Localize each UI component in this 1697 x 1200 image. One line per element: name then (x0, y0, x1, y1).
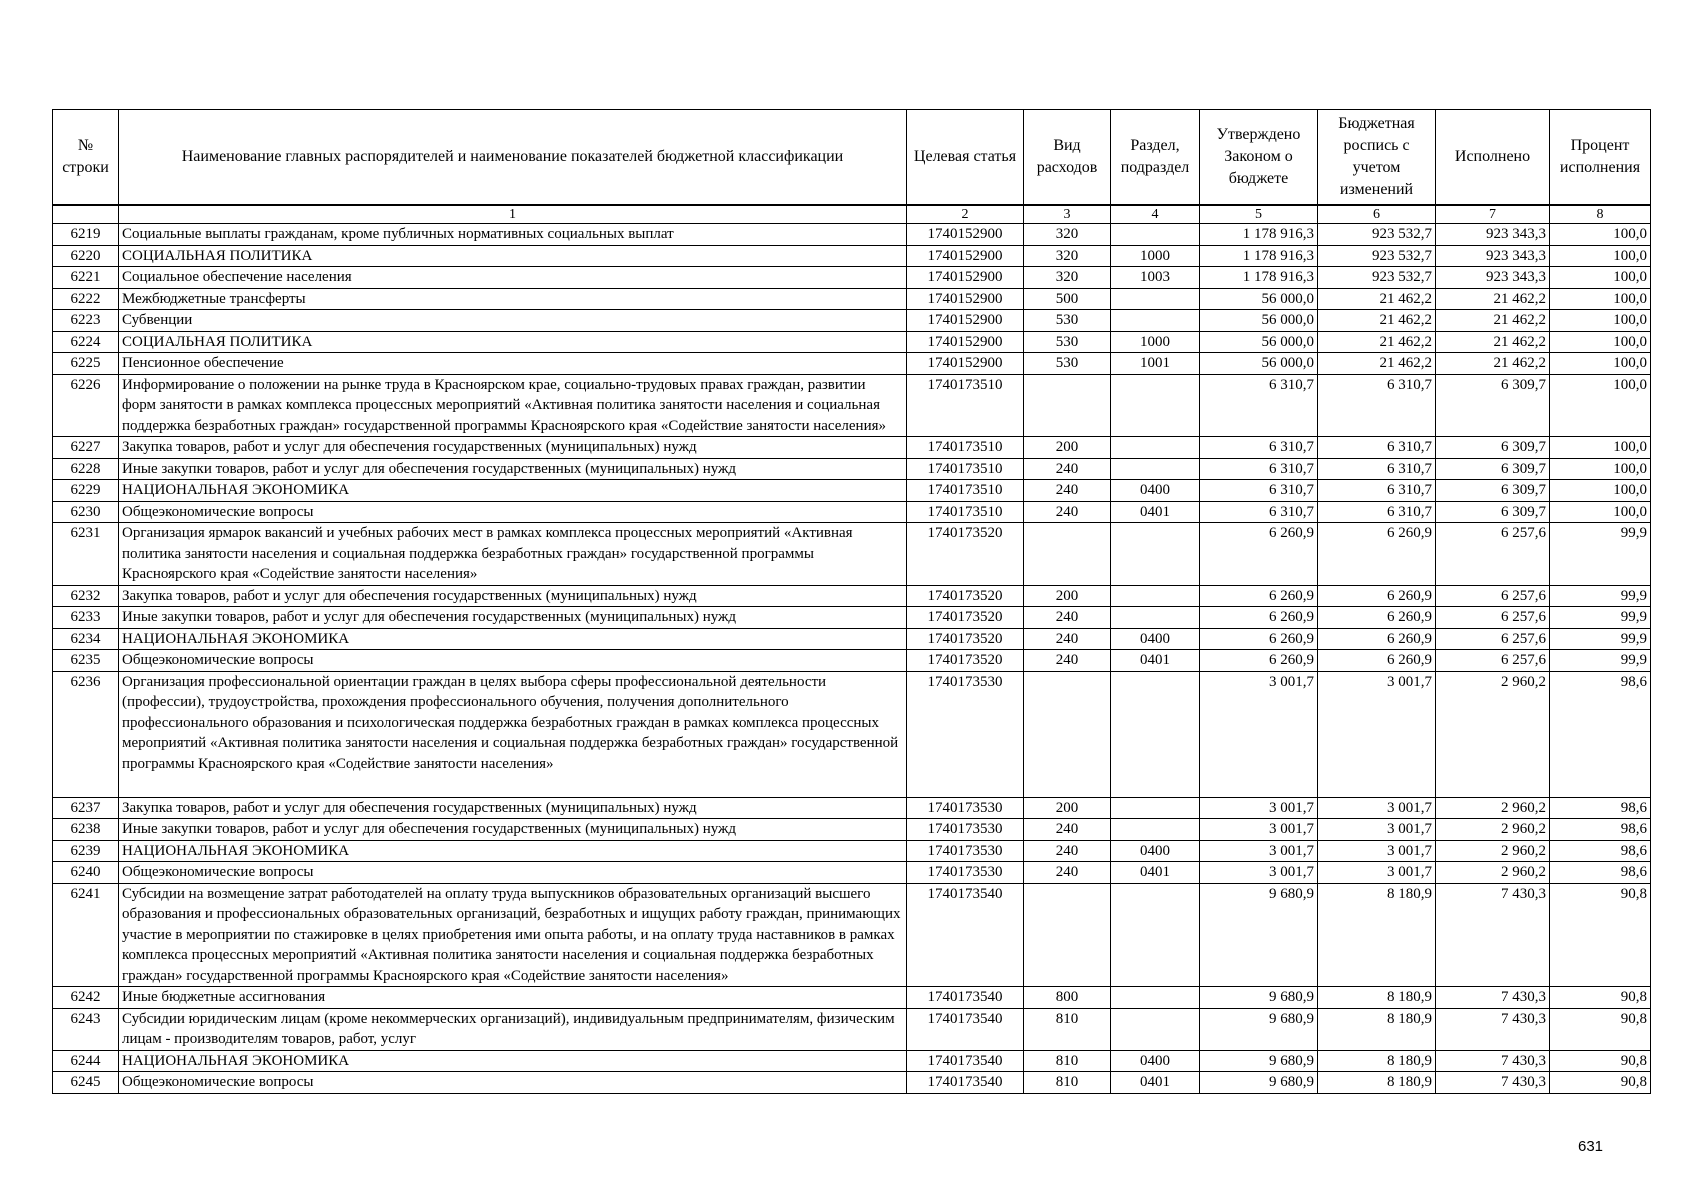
executed-cell: 7 430,3 (1436, 883, 1550, 987)
percent-cell: 100,0 (1550, 458, 1651, 480)
section-cell (1111, 458, 1200, 480)
executed-cell: 923 343,3 (1436, 224, 1550, 246)
row-number-cell: 6228 (53, 458, 119, 480)
approved-cell: 6 310,7 (1200, 374, 1318, 437)
name-cell: Иные бюджетные ассигнования (119, 987, 907, 1009)
purpose-code-cell: 1740173520 (907, 628, 1024, 650)
purpose-code-cell: 1740173520 (907, 523, 1024, 586)
row-number-cell: 6221 (53, 267, 119, 289)
executed-cell: 6 257,6 (1436, 585, 1550, 607)
name-cell: Субвенции (119, 310, 907, 332)
table-row (53, 671, 1651, 797)
row-number-cell: 6233 (53, 607, 119, 629)
purpose-code-cell: 1740173530 (907, 840, 1024, 862)
budget-schedule-cell: 8 180,9 (1318, 883, 1436, 987)
expense-type-cell: 240 (1024, 650, 1111, 672)
approved-cell: 3 001,7 (1200, 671, 1318, 797)
expense-type-cell: 240 (1024, 501, 1111, 523)
percent-cell: 99,9 (1550, 650, 1651, 672)
column-number: 6 (1318, 205, 1436, 224)
section-cell: 0400 (1111, 1050, 1200, 1072)
section-cell (1111, 437, 1200, 459)
name-cell: Субсидии юридическим лицам (кроме некоммерческих организаций), индивидуальным предпринимателям, физическим лицам - производителям товаров, работ, услуг (119, 1008, 907, 1050)
header-budget-schedule: Бюджетная роспись с учетом изменений (1318, 110, 1436, 206)
name-cell: Общеэкономические вопросы (119, 1072, 907, 1094)
budget-schedule-cell: 8 180,9 (1318, 1008, 1436, 1050)
percent-cell: 98,6 (1550, 819, 1651, 841)
executed-cell: 7 430,3 (1436, 1050, 1550, 1072)
section-cell: 0400 (1111, 840, 1200, 862)
approved-cell: 6 310,7 (1200, 480, 1318, 502)
table-row (53, 374, 1651, 437)
expense-type-cell (1024, 671, 1111, 797)
budget-schedule-cell: 3 001,7 (1318, 862, 1436, 884)
executed-cell: 6 309,7 (1436, 480, 1550, 502)
executed-cell: 923 343,3 (1436, 267, 1550, 289)
row-number-cell: 6229 (53, 480, 119, 502)
expense-type-cell: 810 (1024, 1050, 1111, 1072)
expense-type-cell: 200 (1024, 797, 1111, 819)
column-number-row (53, 205, 1651, 224)
executed-cell: 21 462,2 (1436, 353, 1550, 375)
table-row (53, 245, 1651, 267)
name-cell: НАЦИОНАЛЬНАЯ ЭКОНОМИКА (119, 628, 907, 650)
purpose-code-cell: 1740173540 (907, 1050, 1024, 1072)
table-row (53, 331, 1651, 353)
expense-type-cell: 240 (1024, 458, 1111, 480)
section-cell: 0401 (1111, 1072, 1200, 1094)
budget-schedule-cell: 6 260,9 (1318, 628, 1436, 650)
percent-cell: 90,8 (1550, 1008, 1651, 1050)
budget-schedule-cell: 6 310,7 (1318, 458, 1436, 480)
column-number: 1 (119, 205, 907, 224)
approved-cell: 6 260,9 (1200, 585, 1318, 607)
executed-cell: 2 960,2 (1436, 671, 1550, 797)
section-cell: 0401 (1111, 862, 1200, 884)
section-cell: 1001 (1111, 353, 1200, 375)
row-number-cell: 6223 (53, 310, 119, 332)
section-cell (1111, 374, 1200, 437)
percent-cell: 100,0 (1550, 224, 1651, 246)
expense-type-cell: 530 (1024, 331, 1111, 353)
approved-cell: 3 001,7 (1200, 840, 1318, 862)
percent-cell: 100,0 (1550, 374, 1651, 437)
executed-cell: 6 257,6 (1436, 628, 1550, 650)
percent-cell: 100,0 (1550, 288, 1651, 310)
approved-cell: 9 680,9 (1200, 1008, 1318, 1050)
executed-cell: 7 430,3 (1436, 1072, 1550, 1094)
executed-cell: 2 960,2 (1436, 797, 1550, 819)
table-row (53, 501, 1651, 523)
row-number-cell: 6244 (53, 1050, 119, 1072)
expense-type-cell: 800 (1024, 987, 1111, 1009)
row-number-cell: 6240 (53, 862, 119, 884)
expense-type-cell: 530 (1024, 353, 1111, 375)
table-row (53, 819, 1651, 841)
purpose-code-cell: 1740152900 (907, 288, 1024, 310)
approved-cell: 56 000,0 (1200, 331, 1318, 353)
percent-cell: 99,9 (1550, 628, 1651, 650)
percent-cell: 100,0 (1550, 437, 1651, 459)
expense-type-cell (1024, 523, 1111, 586)
name-cell: НАЦИОНАЛЬНАЯ ЭКОНОМИКА (119, 840, 907, 862)
row-number-cell: 6231 (53, 523, 119, 586)
row-number-cell: 6239 (53, 840, 119, 862)
expense-type-cell: 200 (1024, 437, 1111, 459)
approved-cell: 6 310,7 (1200, 501, 1318, 523)
percent-cell: 98,6 (1550, 862, 1651, 884)
name-cell: Организация профессиональной ориентации граждан в целях выбора сферы профессиональной деятельности (профессии), трудоустройства, прохождения профессионального обучения, получения дополнительного профессионального образования и психологическая поддержка безработных граждан в рамках комплекса процессных мероприятий «Активная политика занятости населения и социальная поддержка безработных граждан» государственной программы Красноярского края «Содействие занятости населения» (119, 671, 907, 797)
column-number: 8 (1550, 205, 1651, 224)
header-percent: Процент исполнения (1550, 110, 1651, 206)
header-expense-type: Вид расходов (1024, 110, 1111, 206)
expense-type-cell: 320 (1024, 224, 1111, 246)
percent-cell: 100,0 (1550, 310, 1651, 332)
approved-cell: 56 000,0 (1200, 310, 1318, 332)
executed-cell: 2 960,2 (1436, 819, 1550, 841)
section-cell (1111, 310, 1200, 332)
approved-cell: 1 178 916,3 (1200, 245, 1318, 267)
budget-execution-table (52, 109, 1651, 1094)
executed-cell: 6 309,7 (1436, 437, 1550, 459)
percent-cell: 90,8 (1550, 1072, 1651, 1094)
purpose-code-cell: 1740152900 (907, 353, 1024, 375)
expense-type-cell: 240 (1024, 628, 1111, 650)
row-number-cell: 6226 (53, 374, 119, 437)
budget-schedule-cell: 923 532,7 (1318, 224, 1436, 246)
executed-cell: 21 462,2 (1436, 310, 1550, 332)
purpose-code-cell: 1740173510 (907, 458, 1024, 480)
column-number: 7 (1436, 205, 1550, 224)
name-cell: Закупка товаров, работ и услуг для обеспечения государственных (муниципальных) нужд (119, 437, 907, 459)
approved-cell: 9 680,9 (1200, 883, 1318, 987)
budget-schedule-cell: 3 001,7 (1318, 797, 1436, 819)
purpose-code-cell: 1740173530 (907, 862, 1024, 884)
executed-cell: 21 462,2 (1436, 331, 1550, 353)
executed-cell: 6 309,7 (1436, 458, 1550, 480)
approved-cell: 6 260,9 (1200, 607, 1318, 629)
purpose-code-cell: 1740173540 (907, 1072, 1024, 1094)
executed-cell: 6 309,7 (1436, 374, 1550, 437)
purpose-code-cell: 1740173510 (907, 437, 1024, 459)
approved-cell: 9 680,9 (1200, 1050, 1318, 1072)
purpose-code-cell: 1740152900 (907, 331, 1024, 353)
budget-schedule-cell: 6 260,9 (1318, 523, 1436, 586)
purpose-code-cell: 1740173540 (907, 987, 1024, 1009)
budget-schedule-cell: 6 310,7 (1318, 480, 1436, 502)
page-number: 631 (1578, 1138, 1604, 1155)
name-cell: Информирование о положении на рынке труда в Красноярском крае, социально-трудовых правах граждан, развитии форм занятости в рамках комплекса процессных мероприятий «Активная политика занятости населения и социальная поддержка безработных граждан» государственной программы Красноярского края «Содействие занятости населения» (119, 374, 907, 437)
budget-schedule-cell: 3 001,7 (1318, 671, 1436, 797)
approved-cell: 6 310,7 (1200, 437, 1318, 459)
row-number-cell: 6219 (53, 224, 119, 246)
budget-schedule-cell: 8 180,9 (1318, 1072, 1436, 1094)
percent-cell: 100,0 (1550, 267, 1651, 289)
column-number: 2 (907, 205, 1024, 224)
name-cell: СОЦИАЛЬНАЯ ПОЛИТИКА (119, 245, 907, 267)
executed-cell: 923 343,3 (1436, 245, 1550, 267)
purpose-code-cell: 1740173520 (907, 650, 1024, 672)
section-cell (1111, 819, 1200, 841)
table-row (53, 1008, 1651, 1050)
budget-schedule-cell: 8 180,9 (1318, 1050, 1436, 1072)
expense-type-cell: 810 (1024, 1072, 1111, 1094)
name-cell: Межбюджетные трансферты (119, 288, 907, 310)
budget-schedule-cell: 21 462,2 (1318, 310, 1436, 332)
purpose-code-cell: 1740173510 (907, 480, 1024, 502)
approved-cell: 9 680,9 (1200, 1072, 1318, 1094)
percent-cell: 99,9 (1550, 523, 1651, 586)
table-row (53, 480, 1651, 502)
row-number-cell: 6222 (53, 288, 119, 310)
table-row (53, 585, 1651, 607)
expense-type-cell: 530 (1024, 310, 1111, 332)
purpose-code-cell: 1740173510 (907, 374, 1024, 437)
row-number-cell: 6237 (53, 797, 119, 819)
budget-schedule-cell: 21 462,2 (1318, 353, 1436, 375)
executed-cell: 7 430,3 (1436, 987, 1550, 1009)
name-cell: Закупка товаров, работ и услуг для обеспечения государственных (муниципальных) нужд (119, 585, 907, 607)
table-row (53, 267, 1651, 289)
budget-schedule-cell: 6 310,7 (1318, 437, 1436, 459)
table-row (53, 458, 1651, 480)
header-row-number: № строки (53, 110, 119, 206)
column-number: 5 (1200, 205, 1318, 224)
percent-cell: 90,8 (1550, 883, 1651, 987)
name-cell: Субсидии на возмещение затрат работодателей на оплату труда выпускников образовательных организаций высшего образования и профессиональных образовательных организаций, безработных и ищущих работу граждан, принимающих участие в мероприятии по стажировке в целях приобретения ими опыта работы, и на оплату труда наставников в рамках комплекса процессных мероприятий «Активная политика занятости населения и социальная поддержка безработных граждан» государственной программы Красноярского края «Содействие занятости населения» (119, 883, 907, 987)
row-number-cell: 6243 (53, 1008, 119, 1050)
name-cell: Иные закупки товаров, работ и услуг для обеспечения государственных (муниципальных) нужд (119, 819, 907, 841)
table-row (53, 1072, 1651, 1094)
table-row (53, 437, 1651, 459)
name-cell: Пенсионное обеспечение (119, 353, 907, 375)
row-number-cell: 6225 (53, 353, 119, 375)
section-cell (1111, 987, 1200, 1009)
section-cell: 0401 (1111, 501, 1200, 523)
name-cell: Общеэкономические вопросы (119, 862, 907, 884)
percent-cell: 90,8 (1550, 1050, 1651, 1072)
purpose-code-cell: 1740173530 (907, 819, 1024, 841)
row-number-cell: 6241 (53, 883, 119, 987)
name-cell: Социальные выплаты гражданам, кроме публичных нормативных социальных выплат (119, 224, 907, 246)
section-cell: 1000 (1111, 331, 1200, 353)
executed-cell: 7 430,3 (1436, 1008, 1550, 1050)
executed-cell: 6 309,7 (1436, 501, 1550, 523)
table-row (53, 650, 1651, 672)
purpose-code-cell: 1740152900 (907, 224, 1024, 246)
purpose-code-cell: 1740173510 (907, 501, 1024, 523)
column-number: 3 (1024, 205, 1111, 224)
executed-cell: 21 462,2 (1436, 288, 1550, 310)
percent-cell: 98,6 (1550, 840, 1651, 862)
approved-cell: 6 310,7 (1200, 458, 1318, 480)
expense-type-cell (1024, 374, 1111, 437)
approved-cell: 3 001,7 (1200, 819, 1318, 841)
expense-type-cell: 240 (1024, 480, 1111, 502)
table-row (53, 987, 1651, 1009)
header-row (53, 110, 1651, 206)
expense-type-cell: 810 (1024, 1008, 1111, 1050)
section-cell (1111, 607, 1200, 629)
expense-type-cell (1024, 883, 1111, 987)
table-body (53, 224, 1651, 1094)
percent-cell: 99,9 (1550, 585, 1651, 607)
purpose-code-cell: 1740173530 (907, 797, 1024, 819)
section-cell (1111, 883, 1200, 987)
approved-cell: 56 000,0 (1200, 288, 1318, 310)
column-number-blank (53, 205, 119, 224)
row-number-cell: 6235 (53, 650, 119, 672)
executed-cell: 6 257,6 (1436, 523, 1550, 586)
expense-type-cell: 200 (1024, 585, 1111, 607)
approved-cell: 6 260,9 (1200, 523, 1318, 586)
section-cell (1111, 585, 1200, 607)
table-row (53, 224, 1651, 246)
expense-type-cell: 320 (1024, 245, 1111, 267)
purpose-code-cell: 1740152900 (907, 310, 1024, 332)
table-row (53, 862, 1651, 884)
name-cell: Иные закупки товаров, работ и услуг для обеспечения государственных (муниципальных) нужд (119, 458, 907, 480)
section-cell (1111, 797, 1200, 819)
row-number-cell: 6230 (53, 501, 119, 523)
section-cell (1111, 523, 1200, 586)
budget-schedule-cell: 6 260,9 (1318, 607, 1436, 629)
percent-cell: 99,9 (1550, 607, 1651, 629)
approved-cell: 56 000,0 (1200, 353, 1318, 375)
name-cell: Закупка товаров, работ и услуг для обеспечения государственных (муниципальных) нужд (119, 797, 907, 819)
executed-cell: 6 257,6 (1436, 650, 1550, 672)
header-purpose-code: Целевая статья (907, 110, 1024, 206)
budget-schedule-cell: 6 310,7 (1318, 501, 1436, 523)
column-number: 4 (1111, 205, 1200, 224)
table-row (53, 310, 1651, 332)
budget-schedule-cell: 21 462,2 (1318, 331, 1436, 353)
name-cell: НАЦИОНАЛЬНАЯ ЭКОНОМИКА (119, 1050, 907, 1072)
approved-cell: 3 001,7 (1200, 862, 1318, 884)
budget-schedule-cell: 6 310,7 (1318, 374, 1436, 437)
expense-type-cell: 320 (1024, 267, 1111, 289)
name-cell: НАЦИОНАЛЬНАЯ ЭКОНОМИКА (119, 480, 907, 502)
name-cell: Иные закупки товаров, работ и услуг для обеспечения государственных (муниципальных) нужд (119, 607, 907, 629)
approved-cell: 1 178 916,3 (1200, 224, 1318, 246)
row-number-cell: 6227 (53, 437, 119, 459)
expense-type-cell: 500 (1024, 288, 1111, 310)
budget-schedule-cell: 21 462,2 (1318, 288, 1436, 310)
section-cell: 0401 (1111, 650, 1200, 672)
row-number-cell: 6234 (53, 628, 119, 650)
budget-schedule-cell: 3 001,7 (1318, 819, 1436, 841)
section-cell: 0400 (1111, 480, 1200, 502)
percent-cell: 100,0 (1550, 331, 1651, 353)
table-row (53, 607, 1651, 629)
header-section: Раздел, подраздел (1111, 110, 1200, 206)
section-cell (1111, 671, 1200, 797)
header-approved: Утверждено Законом о бюджете (1200, 110, 1318, 206)
purpose-code-cell: 1740173540 (907, 1008, 1024, 1050)
expense-type-cell: 240 (1024, 607, 1111, 629)
purpose-code-cell: 1740173520 (907, 607, 1024, 629)
purpose-code-cell: 1740152900 (907, 267, 1024, 289)
row-number-cell: 6224 (53, 331, 119, 353)
budget-schedule-cell: 6 260,9 (1318, 650, 1436, 672)
table-row (53, 353, 1651, 375)
approved-cell: 3 001,7 (1200, 797, 1318, 819)
section-cell (1111, 224, 1200, 246)
header-executed: Исполнено (1436, 110, 1550, 206)
row-number-cell: 6245 (53, 1072, 119, 1094)
table-row (53, 840, 1651, 862)
percent-cell: 90,8 (1550, 987, 1651, 1009)
header-name: Наименование главных распорядителей и наименование показателей бюджетной классификации (119, 110, 907, 206)
budget-schedule-cell: 8 180,9 (1318, 987, 1436, 1009)
table-row (53, 288, 1651, 310)
purpose-code-cell: 1740173520 (907, 585, 1024, 607)
name-cell: СОЦИАЛЬНАЯ ПОЛИТИКА (119, 331, 907, 353)
name-cell: Общеэкономические вопросы (119, 650, 907, 672)
table-row (53, 1050, 1651, 1072)
name-cell: Организация ярмарок вакансий и учебных рабочих мест в рамках комплекса процессных мероприятий «Активная политика занятости населения и социальная поддержка безработных граждан» государственной программы Красноярского края «Содействие занятости населения» (119, 523, 907, 586)
percent-cell: 100,0 (1550, 480, 1651, 502)
row-number-cell: 6232 (53, 585, 119, 607)
section-cell: 1000 (1111, 245, 1200, 267)
percent-cell: 98,6 (1550, 797, 1651, 819)
table-row (53, 523, 1651, 586)
percent-cell: 100,0 (1550, 501, 1651, 523)
budget-schedule-cell: 3 001,7 (1318, 840, 1436, 862)
percent-cell: 98,6 (1550, 671, 1651, 797)
executed-cell: 6 257,6 (1436, 607, 1550, 629)
budget-schedule-cell: 923 532,7 (1318, 267, 1436, 289)
row-number-cell: 6242 (53, 987, 119, 1009)
row-number-cell: 6220 (53, 245, 119, 267)
expense-type-cell: 240 (1024, 819, 1111, 841)
row-number-cell: 6236 (53, 671, 119, 797)
section-cell: 1003 (1111, 267, 1200, 289)
purpose-code-cell: 1740152900 (907, 245, 1024, 267)
expense-type-cell: 240 (1024, 862, 1111, 884)
section-cell (1111, 288, 1200, 310)
approved-cell: 1 178 916,3 (1200, 267, 1318, 289)
expense-type-cell: 240 (1024, 840, 1111, 862)
approved-cell: 6 260,9 (1200, 628, 1318, 650)
purpose-code-cell: 1740173540 (907, 883, 1024, 987)
section-cell: 0400 (1111, 628, 1200, 650)
table-row (53, 797, 1651, 819)
table-row (53, 628, 1651, 650)
name-cell: Общеэкономические вопросы (119, 501, 907, 523)
approved-cell: 9 680,9 (1200, 987, 1318, 1009)
approved-cell: 6 260,9 (1200, 650, 1318, 672)
percent-cell: 100,0 (1550, 353, 1651, 375)
budget-schedule-cell: 923 532,7 (1318, 245, 1436, 267)
percent-cell: 100,0 (1550, 245, 1651, 267)
purpose-code-cell: 1740173530 (907, 671, 1024, 797)
name-cell: Социальное обеспечение населения (119, 267, 907, 289)
table-row (53, 883, 1651, 987)
row-number-cell: 6238 (53, 819, 119, 841)
section-cell (1111, 1008, 1200, 1050)
executed-cell: 2 960,2 (1436, 862, 1550, 884)
executed-cell: 2 960,2 (1436, 840, 1550, 862)
budget-schedule-cell: 6 260,9 (1318, 585, 1436, 607)
